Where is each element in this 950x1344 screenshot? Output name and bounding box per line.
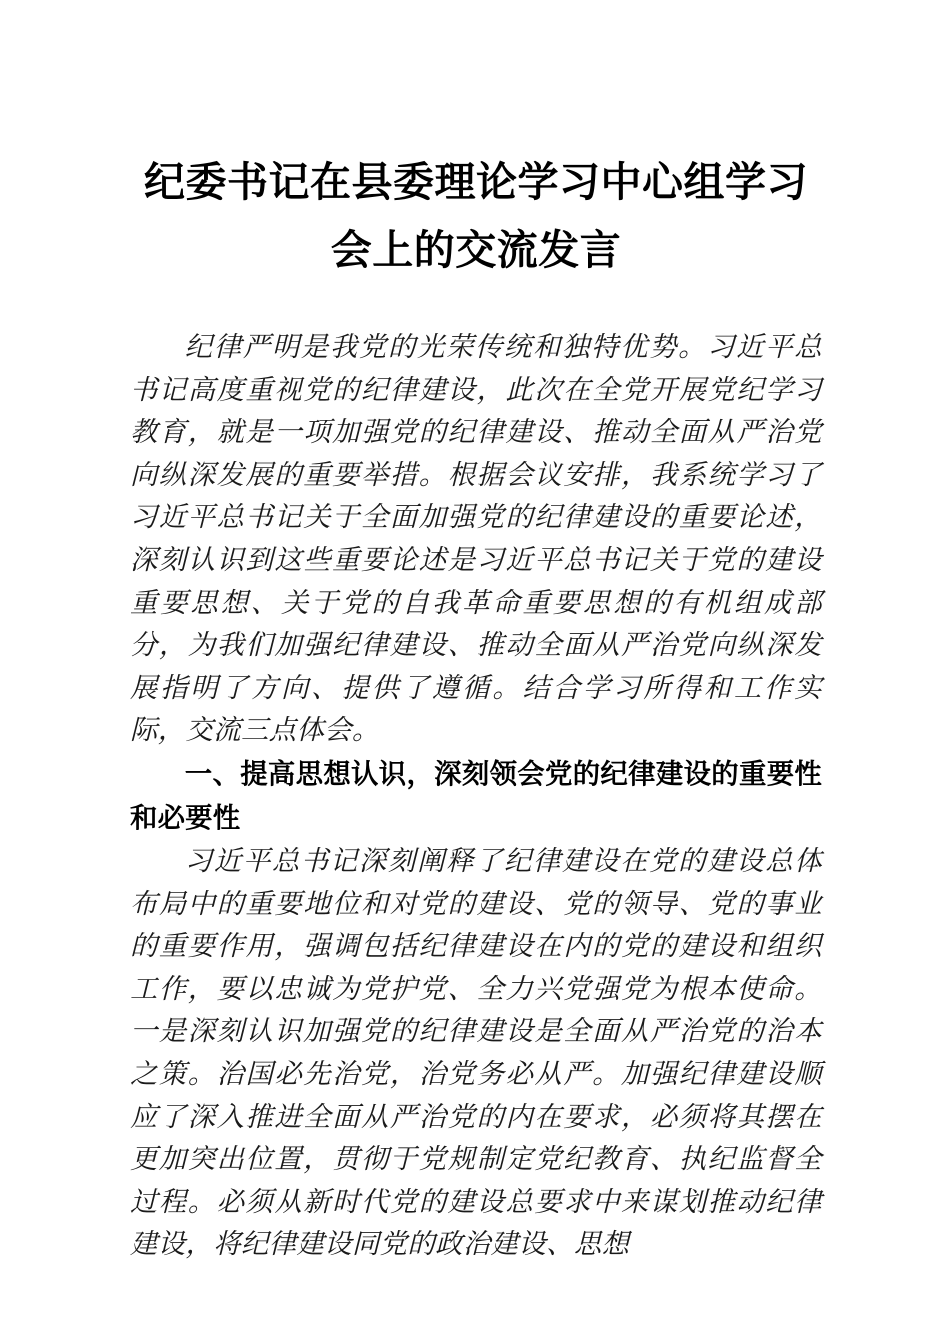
document-content [130,0,822,1266]
document-title: 纪委书记在县委理论学习中心组学习会上的交流发言 [144,158,808,274]
paragraph-section-one-body: 习近平总书记深刻阐释了纪律建设在党的建设总体布局中的重要地位和对党的建设、党的领导、党的事业的重要作用，强调包括纪律建设在内的党的建设和组织工作，要以忠诚为党护党、全力兴党强党为根本使命。一是深刻认识加强党的纪律建设是全面从严治党的治本之策。治国必先治党，治党务必从严。加强纪律建设顺应了深入推进全面从严治党的内在要求，必须将其摆在更加突出位置，贯彻于党规制定党纪教育、执纪监督全过程。必须从新时代党的建设总要求中来谋划推动纪律建设，将纪律建设同党的政治建设、思想 [130,845,822,1260]
paragraph-intro: 纪律严明是我党的光荣传统和独特优势。习近平总书记高度重视党的纪律建设，此次在全党开展党纪学习教育，就是一项加强党的纪律建设、推动全面从严治党向纵深发展的重要举措。根据会议安排，我系统学习了习近平总书记关于全面加强党的纪律建设的重要论述，深刻认识到这些重要论述是习近平总书记关于党的建设重要思想、关于党的自我革命重要思想的有机组成部分，为我们加强纪律建设、推动全面从严治党向纵深发展指明了方向、提供了遵循。结合学习所得和工作实际，交流三点体会。 [130,332,822,746]
section-heading-one: 一、提高思想认识，深刻领会党的纪律建设的重要性和必要性 [130,757,822,833]
